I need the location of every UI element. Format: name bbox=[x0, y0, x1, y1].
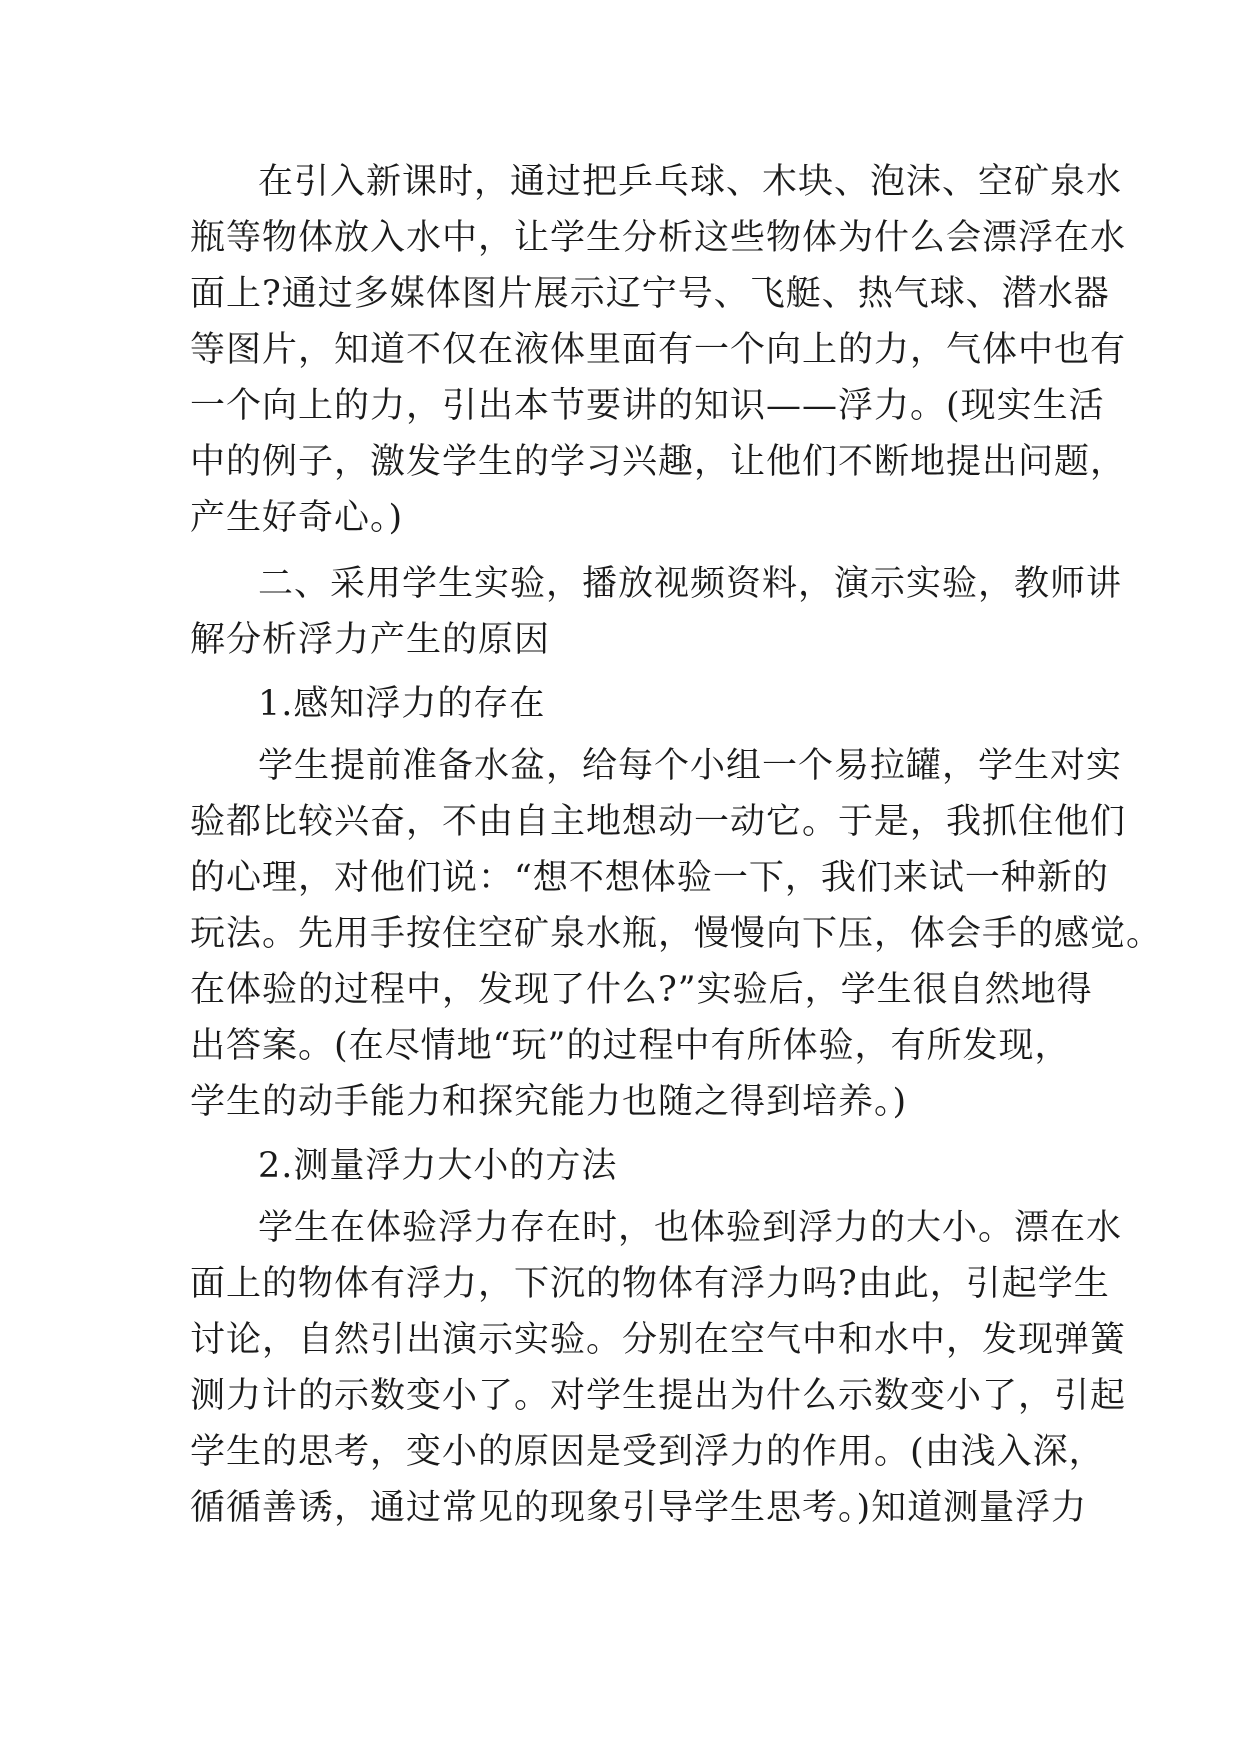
paragraph-measure-line-2: 面上的物体有浮力，下沉的物体有浮力吗?由此，引起学生 bbox=[190, 1264, 1110, 1304]
paragraph-experiment-line-6: 出答案。(在尽情地“玩”的过程中有所体验，有所发现， bbox=[190, 1026, 1071, 1066]
paragraph-intro-line-4: 等图片，知道不仅在液体里面有一个向上的力，气体中也有 bbox=[190, 330, 1127, 370]
paragraph-experiment-line-1: 学生提前准备水盆，给每个小组一个易拉罐，学生对实 bbox=[258, 746, 1123, 786]
paragraph-intro-line-7: 产生好奇心。) bbox=[190, 498, 404, 538]
paragraph-measure-line-4: 测力计的示数变小了。对学生提出为什么示数变小了，引起 bbox=[190, 1376, 1127, 1416]
paragraph-experiment-line-3: 的心理，对他们说：“想不想体验一下，我们来试一种新的 bbox=[190, 858, 1109, 898]
subheading-2: 2.测量浮力大小的方法 bbox=[258, 1146, 618, 1186]
paragraph-intro-line-5: 一个向上的力，引出本节要讲的知识——浮力。(现实生活 bbox=[190, 386, 1105, 426]
paragraph-experiment-line-7: 学生的动手能力和探究能力也随之得到培养。) bbox=[190, 1082, 908, 1122]
section-heading-line-2: 解分析浮力产生的原因 bbox=[190, 620, 551, 660]
paragraph-experiment-line-4: 玩法。先用手按住空矿泉水瓶，慢慢向下压，体会手的感觉。 bbox=[190, 914, 1163, 954]
paragraph-experiment-line-5: 在体验的过程中，发现了什么?”实验后，学生很自然地得 bbox=[190, 970, 1093, 1010]
paragraph-experiment-line-2: 验都比较兴奋，不由自主地想动一动它。于是，我抓住他们 bbox=[190, 802, 1127, 842]
paragraph-measure-line-3: 讨论，自然引出演示实验。分别在空气中和水中，发现弹簧 bbox=[190, 1320, 1127, 1360]
paragraph-intro-line-3: 面上?通过多媒体图片展示辽宁号、飞艇、热气球、潜水器 bbox=[190, 274, 1110, 314]
paragraph-measure-line-1: 学生在体验浮力存在时，也体验到浮力的大小。漂在水 bbox=[258, 1208, 1123, 1248]
section-heading-line-1: 二、采用学生实验，播放视频资料，演示实验，教师讲 bbox=[258, 564, 1123, 604]
paragraph-intro-line-2: 瓶等物体放入水中，让学生分析这些物体为什么会漂浮在水 bbox=[190, 218, 1127, 258]
paragraph-measure-line-5: 学生的思考，变小的原因是受到浮力的作用。(由浅入深， bbox=[190, 1432, 1105, 1472]
subheading-1: 1.感知浮力的存在 bbox=[258, 684, 546, 724]
paragraph-intro-line-6: 中的例子，激发学生的学习兴趣，让他们不断地提出问题， bbox=[190, 442, 1127, 482]
paragraph-intro-line-1: 在引入新课时，通过把乒乓球、木块、泡沫、空矿泉水 bbox=[258, 162, 1123, 202]
paragraph-measure-line-6: 循循善诱，通过常见的现象引导学生思考。)知道测量浮力 bbox=[190, 1488, 1088, 1528]
